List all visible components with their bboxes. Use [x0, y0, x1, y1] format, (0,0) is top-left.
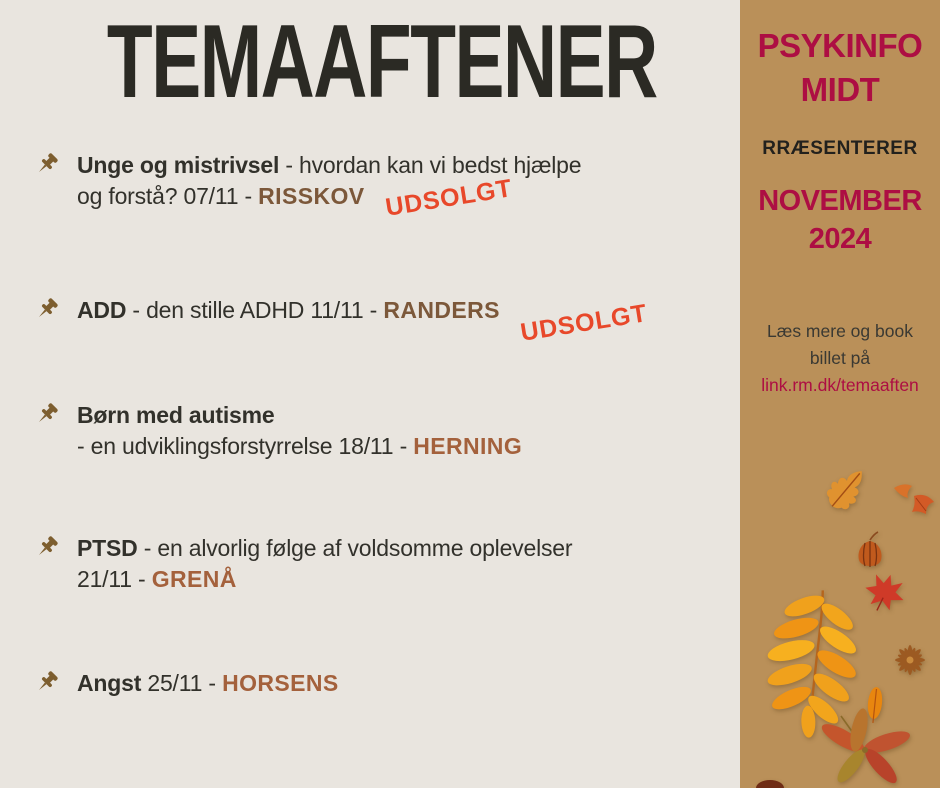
presents-label: RRÆSENTERER	[762, 138, 918, 159]
brand-title	[740, 24, 940, 112]
event-location: RISSKOV	[258, 183, 365, 209]
event-title: PTSD	[77, 535, 138, 561]
month-title	[740, 182, 940, 258]
brand-line2: MIDT	[800, 71, 880, 108]
event-item-boern-med-autisme	[30, 400, 730, 462]
pushpin-icon	[30, 534, 60, 564]
page-title	[0, 4, 740, 120]
soldout-badge: UDSOLGT	[518, 299, 650, 347]
maple-leaf-icon	[860, 569, 910, 618]
autumn-leaves-illustration	[740, 428, 940, 788]
oak-leaf-icon	[821, 461, 874, 516]
booking-link: link.rm.dk/temaaften	[761, 375, 919, 395]
event-title: Børn med autisme	[77, 402, 275, 428]
event-title: ADD	[77, 297, 127, 323]
page-title-text: TEMAAFTENER	[106, 4, 657, 120]
event-line2	[77, 431, 522, 462]
event-description: - en alvorlig følge af voldsomme oplevelser	[137, 535, 573, 561]
physalis-fruit-icon	[858, 532, 881, 567]
event-item-ptsd	[30, 533, 730, 595]
event-location: HERNING	[413, 433, 523, 459]
event-location: HORSENS	[222, 670, 339, 696]
event-title: Unge og mistrivsel	[77, 152, 280, 178]
sidebar-panel	[740, 0, 940, 788]
soldout-badge: UDSOLGT	[383, 174, 514, 222]
event-line1	[77, 533, 572, 564]
event-location: RANDERS	[383, 297, 500, 323]
event-title: Angst	[77, 670, 142, 696]
event-line2	[77, 174, 581, 222]
pushpin-icon	[30, 151, 60, 181]
small-leaf-icon	[866, 686, 884, 723]
pushpin-icon	[30, 401, 60, 431]
booking-info	[740, 318, 940, 372]
event-description: - en udviklingsforstyrrelse 18/11 -	[77, 433, 414, 459]
event-description: - den stille ADHD 11/11 -	[126, 297, 384, 323]
event-line1	[77, 668, 339, 699]
event-item-unge-og-mistrivsel	[30, 150, 730, 222]
pushpin-icon	[30, 669, 60, 699]
booking-info-line2: billet på	[809, 348, 871, 368]
event-location: GRENÅ	[151, 566, 237, 592]
rowan-leaf-icon	[754, 584, 870, 745]
event-date-text: og forstå? 07/11 -	[77, 183, 259, 209]
month-name: NOVEMBER	[758, 185, 922, 217]
brand-line1: PSYKINFO	[757, 27, 923, 64]
event-line1	[77, 295, 650, 347]
booking-info-line1: Læs mere og book	[767, 321, 913, 341]
event-line2	[77, 564, 572, 595]
curled-leaf-icon	[894, 484, 934, 514]
event-date-text: 25/11 -	[141, 670, 223, 696]
clipped-leaf-icon	[756, 780, 784, 788]
event-item-add	[30, 295, 730, 347]
event-item-angst	[30, 668, 730, 699]
event-description: - hvordan kan vi bedst hjælpe	[279, 152, 582, 178]
pushpin-icon	[30, 296, 60, 326]
star-anise-icon	[895, 645, 925, 675]
event-date-text: 21/11 -	[77, 566, 152, 592]
month-year: 2024	[808, 223, 872, 255]
event-line1	[77, 400, 522, 431]
